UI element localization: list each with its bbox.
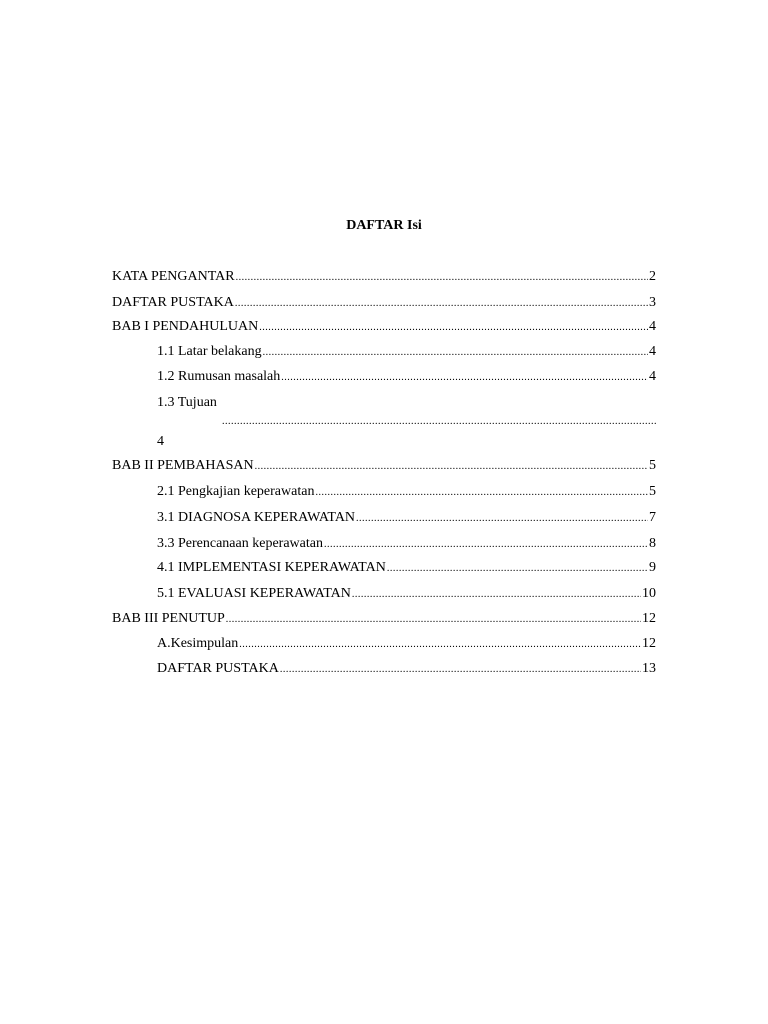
toc-entry-perencanaan [157, 534, 656, 555]
toc-page-number: 4 [649, 344, 656, 359]
dot-leader [315, 483, 648, 503]
toc-entry-diagnosa [157, 508, 656, 529]
toc-label: KATA PENGANTAR [112, 269, 235, 284]
toc-page-number: 12 [642, 611, 656, 626]
dot-leader [259, 318, 648, 338]
toc-entry-daftar-pustaka-2 [157, 659, 656, 680]
toc-label: 3.1 DIAGNOSA KEPERAWATAN [157, 510, 356, 525]
toc-page-number: 10 [642, 586, 656, 601]
toc-page-number: 3 [649, 295, 656, 310]
toc-page-number: 4 [157, 434, 164, 449]
dot-leader [239, 635, 641, 655]
toc-page-number: 5 [649, 484, 656, 499]
toc-label: 2.1 Pengkajian keperawatan [157, 484, 315, 499]
toc-label: 4.1 IMPLEMENTASI KEPERAWATAN [157, 560, 386, 575]
toc-label: 1.1 Latar belakang [157, 344, 262, 359]
dot-leader [352, 585, 641, 605]
dot-leader [226, 610, 641, 630]
toc-label: BAB III PENUTUP [112, 611, 225, 626]
toc-entry-kesimpulan [157, 634, 656, 655]
dot-leader [281, 368, 648, 388]
toc-page-number: 9 [649, 560, 656, 575]
toc-entry-bab-1 [112, 317, 656, 338]
dot-leader [235, 294, 648, 314]
toc-entry-implementasi [157, 558, 656, 579]
toc-label: BAB I PENDAHULUAN [112, 319, 259, 334]
toc-entry-latar-belakang [157, 342, 656, 363]
dot-leader [324, 535, 648, 555]
toc-page-number: 5 [649, 458, 656, 473]
toc-entry-bab-3 [112, 609, 656, 630]
toc-label: DAFTAR PUSTAKA [112, 295, 234, 310]
dot-leader [222, 412, 656, 432]
toc-page-number: 4 [649, 369, 656, 384]
toc-page-number: 2 [649, 269, 656, 284]
toc-label: 1.2 Rumusan masalah [157, 369, 281, 384]
dot-leader [255, 457, 648, 477]
toc-entry-daftar-pustaka [112, 293, 656, 314]
dot-leader [387, 559, 648, 579]
toc-page-number: 12 [642, 636, 656, 651]
toc-label: BAB II PEMBAHASAN [112, 458, 254, 473]
toc-page-number: 13 [642, 661, 656, 676]
toc-page-number: 4 [649, 319, 656, 334]
toc-label: 3.3 Perencanaan keperawatan [157, 536, 323, 551]
toc-entry-rumusan-masalah [157, 367, 656, 388]
toc-entry-tujuan [157, 393, 217, 413]
dot-leader [356, 509, 648, 529]
toc-label: A.Kesimpulan [157, 636, 239, 651]
toc-label: 1.3 Tujuan [157, 395, 217, 410]
toc-page-number: 8 [649, 536, 656, 551]
toc-label: 5.1 EVALUASI KEPERAWATAN [157, 586, 351, 601]
toc-label: DAFTAR PUSTAKA [157, 661, 279, 676]
dot-leader [280, 660, 641, 680]
toc-entry-bab-2 [112, 456, 656, 477]
page-title: DAFTAR Isi [346, 218, 422, 233]
toc-entry-pengkajian [157, 482, 656, 503]
dot-leader [263, 343, 648, 363]
toc-entry-evaluasi [157, 584, 656, 605]
dot-leader [236, 268, 648, 288]
toc-entry-kata-pengantar [112, 267, 656, 288]
toc-page-number: 7 [649, 510, 656, 525]
